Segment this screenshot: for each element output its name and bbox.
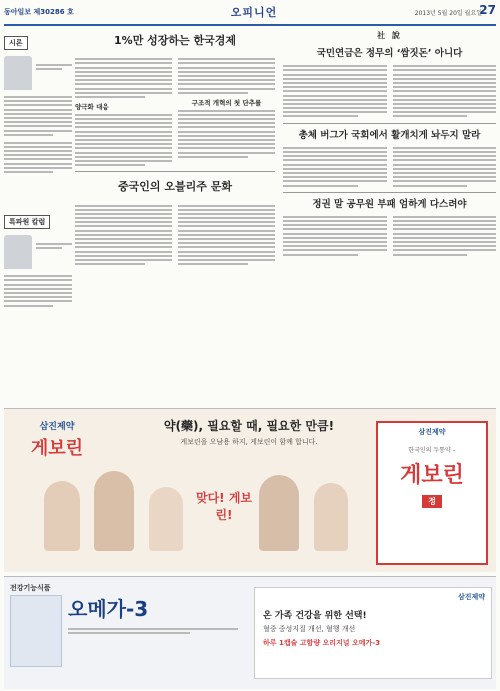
masthead-brand: 동아일보 제30286 호 (4, 8, 74, 16)
column-subhead-1: 양극화 대응 (75, 102, 109, 111)
correspondent-headline: 중국인의 오블리주 문화 (118, 180, 232, 194)
editorial-title-2: 총체 버그가 국회에서 활개치게 놔두지 말라 (298, 129, 481, 141)
editorial-title-3: 정권 말 공무원 부패 엄하게 다스려야 (312, 198, 467, 210)
page-header (4, 2, 496, 26)
ad-slogan: 맞다! 게보린! (195, 491, 253, 522)
page-number: 27 (479, 3, 496, 17)
ad2-tagline: 온 가족 건강을 위한 선택! (263, 611, 367, 621)
ad-tagline-sub: 게보린을 오남용 하지, 게보린이 함께 합니다. (180, 438, 318, 446)
issue-date: 2013년 5월 20일 월요일 (414, 10, 482, 17)
correspondent-photo (4, 235, 32, 269)
gevrin-advertisement[interactable] (4, 408, 496, 572)
ad2-category: 전강기능식품 (10, 584, 51, 592)
ad-family-photo (34, 461, 364, 561)
omega3-advertisement[interactable] (4, 576, 496, 689)
editorial-title-1: 국민연금은 정무의 ‘쌈짓돈’ 아니다 (316, 48, 463, 59)
editorial-column (283, 30, 496, 258)
ad2-tagline-3: 하루 1캡슐 고함량 오리지널 오메가-3 (263, 639, 381, 647)
ad-brand-left: 삼진제약 (39, 422, 75, 432)
ad2-product-box (10, 595, 62, 667)
ad-brand-right: 삼진제약 (418, 428, 446, 436)
column-subhead-2: 구조적 개혁의 첫 단추를 (191, 98, 262, 107)
section-title: 오피니언 (230, 6, 278, 19)
columnist-photo (4, 56, 32, 90)
ad-tagline: 약(藥), 필요할 때, 필요한 만큼! (163, 419, 335, 433)
opinion-column (75, 30, 275, 267)
ad2-logo: 삼진제약 (457, 593, 485, 601)
ad2-product-name: 오메가-3 (68, 597, 149, 621)
ad2-tagline-2: 혈중 중성지질 개선, 혈행 개선 (263, 625, 356, 633)
ad-right-sub: 한국인의 두통약 – (408, 447, 456, 454)
column-headline: 1%만 성장하는 한국경제 (114, 34, 236, 47)
editorial-label: 社 說 (377, 31, 402, 40)
ad-product-box (376, 421, 488, 565)
ad-right-badge: 정 (422, 495, 442, 508)
column-tag-correspondent: 특파원 칼럼 (4, 215, 50, 229)
column-tag-sironi: 시론 (4, 36, 28, 50)
ad-product-left: 게보린 (30, 438, 84, 459)
ad-product-right: 게보린 (400, 463, 464, 488)
